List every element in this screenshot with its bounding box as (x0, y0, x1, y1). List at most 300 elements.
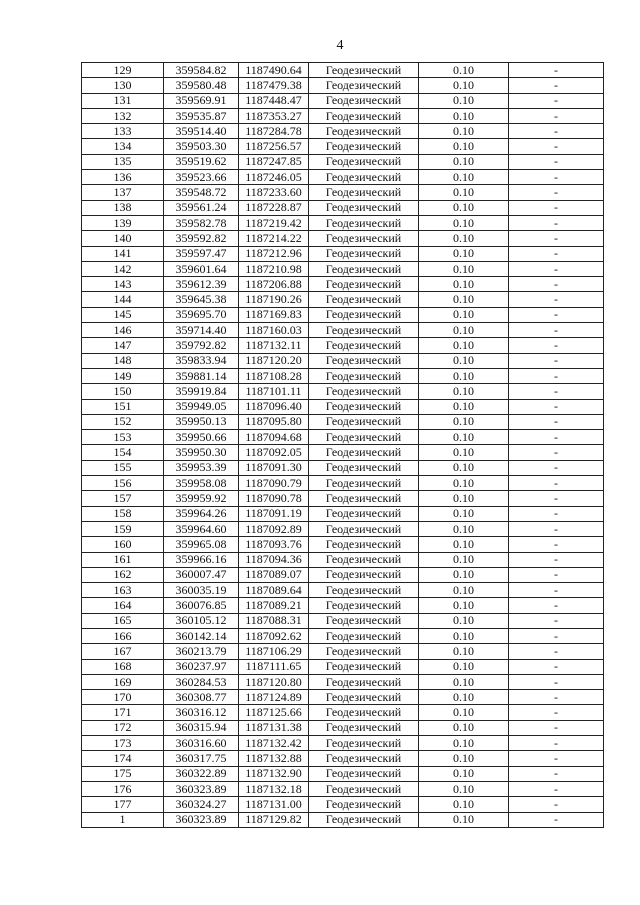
coordinates-table (81, 62, 604, 828)
accuracy-cell: 0.10 (419, 430, 509, 445)
accuracy-cell: 0.10 (419, 445, 509, 460)
y-coordinate-cell: 1187233.60 (239, 185, 309, 200)
x-coordinate-cell: 359881.14 (164, 368, 239, 383)
table-row (82, 690, 604, 705)
description-cell: - (509, 720, 604, 735)
accuracy-cell: 0.10 (419, 690, 509, 705)
x-coordinate-cell: 360007.47 (164, 567, 239, 582)
method-cell: Геодезический (309, 246, 419, 261)
accuracy-cell: 0.10 (419, 277, 509, 292)
table-row (82, 108, 604, 123)
method-cell: Геодезический (309, 598, 419, 613)
x-coordinate-cell: 359953.39 (164, 460, 239, 475)
y-coordinate-cell: 1187092.62 (239, 628, 309, 643)
x-coordinate-cell: 360316.12 (164, 705, 239, 720)
accuracy-cell: 0.10 (419, 307, 509, 322)
accuracy-cell: 0.10 (419, 154, 509, 169)
table-row (82, 460, 604, 475)
method-cell: Геодезический (309, 476, 419, 491)
point-number-cell: 163 (82, 583, 164, 598)
y-coordinate-cell: 1187108.28 (239, 368, 309, 383)
table-row (82, 736, 604, 751)
point-number-cell: 1 (82, 812, 164, 827)
method-cell: Геодезический (309, 63, 419, 78)
x-coordinate-cell: 359535.87 (164, 108, 239, 123)
accuracy-cell: 0.10 (419, 414, 509, 429)
method-cell: Геодезический (309, 261, 419, 276)
description-cell: - (509, 185, 604, 200)
point-number-cell: 151 (82, 399, 164, 414)
y-coordinate-cell: 1187190.26 (239, 292, 309, 307)
accuracy-cell: 0.10 (419, 720, 509, 735)
point-number-cell: 147 (82, 338, 164, 353)
accuracy-cell: 0.10 (419, 613, 509, 628)
description-cell: - (509, 170, 604, 185)
x-coordinate-cell: 360035.19 (164, 583, 239, 598)
y-coordinate-cell: 1187284.78 (239, 124, 309, 139)
point-number-cell: 154 (82, 445, 164, 460)
accuracy-cell: 0.10 (419, 751, 509, 766)
y-coordinate-cell: 1187490.64 (239, 63, 309, 78)
description-cell: - (509, 292, 604, 307)
point-number-cell: 146 (82, 323, 164, 338)
table-row (82, 567, 604, 582)
description-cell: - (509, 139, 604, 154)
point-number-cell: 144 (82, 292, 164, 307)
y-coordinate-cell: 1187160.03 (239, 323, 309, 338)
page-number: 4 (336, 38, 344, 53)
x-coordinate-cell: 360316.60 (164, 736, 239, 751)
x-coordinate-cell: 359584.82 (164, 63, 239, 78)
accuracy-cell: 0.10 (419, 139, 509, 154)
description-cell: - (509, 323, 604, 338)
table-row (82, 338, 604, 353)
table-row (82, 598, 604, 613)
method-cell: Геодезический (309, 797, 419, 812)
point-number-cell: 165 (82, 613, 164, 628)
table-row (82, 644, 604, 659)
description-cell: - (509, 231, 604, 246)
method-cell: Геодезический (309, 430, 419, 445)
accuracy-cell: 0.10 (419, 476, 509, 491)
x-coordinate-cell: 359503.30 (164, 139, 239, 154)
y-coordinate-cell: 1187124.89 (239, 690, 309, 705)
accuracy-cell: 0.10 (419, 506, 509, 521)
description-cell: - (509, 736, 604, 751)
table-row (82, 476, 604, 491)
description-cell: - (509, 766, 604, 781)
method-cell: Геодезический (309, 766, 419, 781)
x-coordinate-cell: 359523.66 (164, 170, 239, 185)
x-coordinate-cell: 359519.62 (164, 154, 239, 169)
x-coordinate-cell: 359959.92 (164, 491, 239, 506)
method-cell: Геодезический (309, 307, 419, 322)
table-row (82, 124, 604, 139)
description-cell: - (509, 445, 604, 460)
description-cell: - (509, 797, 604, 812)
method-cell: Геодезический (309, 751, 419, 766)
accuracy-cell: 0.10 (419, 78, 509, 93)
table-row (82, 766, 604, 781)
y-coordinate-cell: 1187120.80 (239, 674, 309, 689)
accuracy-cell: 0.10 (419, 644, 509, 659)
method-cell: Геодезический (309, 139, 419, 154)
accuracy-cell: 0.10 (419, 598, 509, 613)
point-number-cell: 173 (82, 736, 164, 751)
point-number-cell: 145 (82, 307, 164, 322)
y-coordinate-cell: 1187212.96 (239, 246, 309, 261)
y-coordinate-cell: 1187120.20 (239, 353, 309, 368)
table-row (82, 368, 604, 383)
x-coordinate-cell: 359919.84 (164, 384, 239, 399)
y-coordinate-cell: 1187089.07 (239, 567, 309, 582)
method-cell: Геодезический (309, 644, 419, 659)
point-number-cell: 140 (82, 231, 164, 246)
accuracy-cell: 0.10 (419, 215, 509, 230)
method-cell: Геодезический (309, 583, 419, 598)
method-cell: Геодезический (309, 781, 419, 796)
table-row (82, 414, 604, 429)
description-cell: - (509, 644, 604, 659)
x-coordinate-cell: 360324.27 (164, 797, 239, 812)
x-coordinate-cell: 359949.05 (164, 399, 239, 414)
x-coordinate-cell: 360308.77 (164, 690, 239, 705)
point-number-cell: 132 (82, 108, 164, 123)
x-coordinate-cell: 360105.12 (164, 613, 239, 628)
point-number-cell: 166 (82, 628, 164, 643)
description-cell: - (509, 506, 604, 521)
point-number-cell: 159 (82, 521, 164, 536)
accuracy-cell: 0.10 (419, 384, 509, 399)
accuracy-cell: 0.10 (419, 185, 509, 200)
point-number-cell: 142 (82, 261, 164, 276)
description-cell: - (509, 338, 604, 353)
method-cell: Геодезический (309, 338, 419, 353)
coordinates-table-body (82, 63, 604, 828)
method-cell: Геодезический (309, 215, 419, 230)
point-number-cell: 149 (82, 368, 164, 383)
point-number-cell: 157 (82, 491, 164, 506)
point-number-cell: 171 (82, 705, 164, 720)
x-coordinate-cell: 359950.13 (164, 414, 239, 429)
y-coordinate-cell: 1187132.18 (239, 781, 309, 796)
table-row (82, 292, 604, 307)
accuracy-cell: 0.10 (419, 124, 509, 139)
y-coordinate-cell: 1187132.88 (239, 751, 309, 766)
accuracy-cell: 0.10 (419, 736, 509, 751)
y-coordinate-cell: 1187125.66 (239, 705, 309, 720)
method-cell: Геодезический (309, 491, 419, 506)
point-number-cell: 138 (82, 200, 164, 215)
table-row (82, 628, 604, 643)
table-row (82, 200, 604, 215)
table-row (82, 154, 604, 169)
table-row (82, 674, 604, 689)
table-row (82, 445, 604, 460)
accuracy-cell: 0.10 (419, 353, 509, 368)
table-row (82, 705, 604, 720)
method-cell: Геодезический (309, 521, 419, 536)
accuracy-cell: 0.10 (419, 170, 509, 185)
y-coordinate-cell: 1187132.42 (239, 736, 309, 751)
table-row (82, 139, 604, 154)
point-number-cell: 162 (82, 567, 164, 582)
method-cell: Геодезический (309, 353, 419, 368)
x-coordinate-cell: 359833.94 (164, 353, 239, 368)
accuracy-cell: 0.10 (419, 63, 509, 78)
y-coordinate-cell: 1187091.30 (239, 460, 309, 475)
accuracy-cell: 0.10 (419, 246, 509, 261)
y-coordinate-cell: 1187246.05 (239, 170, 309, 185)
y-coordinate-cell: 1187106.29 (239, 644, 309, 659)
description-cell: - (509, 537, 604, 552)
point-number-cell: 129 (82, 63, 164, 78)
x-coordinate-cell: 359561.24 (164, 200, 239, 215)
description-cell: - (509, 751, 604, 766)
method-cell: Геодезический (309, 613, 419, 628)
accuracy-cell: 0.10 (419, 567, 509, 582)
table-row (82, 613, 604, 628)
description-cell: - (509, 674, 604, 689)
y-coordinate-cell: 1187131.00 (239, 797, 309, 812)
description-cell: - (509, 63, 604, 78)
method-cell: Геодезический (309, 736, 419, 751)
description-cell: - (509, 476, 604, 491)
method-cell: Геодезический (309, 506, 419, 521)
point-number-cell: 134 (82, 139, 164, 154)
point-number-cell: 141 (82, 246, 164, 261)
x-coordinate-cell: 359964.26 (164, 506, 239, 521)
description-cell: - (509, 552, 604, 567)
point-number-cell: 164 (82, 598, 164, 613)
x-coordinate-cell: 360284.53 (164, 674, 239, 689)
point-number-cell: 161 (82, 552, 164, 567)
method-cell: Геодезический (309, 537, 419, 552)
y-coordinate-cell: 1187092.05 (239, 445, 309, 460)
y-coordinate-cell: 1187111.65 (239, 659, 309, 674)
y-coordinate-cell: 1187448.47 (239, 93, 309, 108)
table-row (82, 63, 604, 78)
method-cell: Геодезический (309, 170, 419, 185)
y-coordinate-cell: 1187129.82 (239, 812, 309, 827)
y-coordinate-cell: 1187101.11 (239, 384, 309, 399)
x-coordinate-cell: 359580.48 (164, 78, 239, 93)
y-coordinate-cell: 1187094.36 (239, 552, 309, 567)
x-coordinate-cell: 359695.70 (164, 307, 239, 322)
description-cell: - (509, 567, 604, 582)
y-coordinate-cell: 1187090.79 (239, 476, 309, 491)
x-coordinate-cell: 360213.79 (164, 644, 239, 659)
method-cell: Геодезический (309, 690, 419, 705)
point-number-cell: 152 (82, 414, 164, 429)
x-coordinate-cell: 359645.38 (164, 292, 239, 307)
x-coordinate-cell: 360317.75 (164, 751, 239, 766)
method-cell: Геодезический (309, 231, 419, 246)
table-row (82, 215, 604, 230)
table-row (82, 185, 604, 200)
x-coordinate-cell: 360323.89 (164, 812, 239, 827)
x-coordinate-cell: 359964.60 (164, 521, 239, 536)
point-number-cell: 133 (82, 124, 164, 139)
description-cell: - (509, 613, 604, 628)
x-coordinate-cell: 359950.66 (164, 430, 239, 445)
accuracy-cell: 0.10 (419, 674, 509, 689)
point-number-cell: 177 (82, 797, 164, 812)
y-coordinate-cell: 1187091.19 (239, 506, 309, 521)
y-coordinate-cell: 1187206.88 (239, 277, 309, 292)
description-cell: - (509, 460, 604, 475)
accuracy-cell: 0.10 (419, 292, 509, 307)
accuracy-cell: 0.10 (419, 583, 509, 598)
point-number-cell: 155 (82, 460, 164, 475)
y-coordinate-cell: 1187089.64 (239, 583, 309, 598)
table-row (82, 246, 604, 261)
y-coordinate-cell: 1187214.22 (239, 231, 309, 246)
point-number-cell: 143 (82, 277, 164, 292)
description-cell: - (509, 659, 604, 674)
point-number-cell: 172 (82, 720, 164, 735)
description-cell: - (509, 277, 604, 292)
y-coordinate-cell: 1187353.27 (239, 108, 309, 123)
table-row (82, 659, 604, 674)
description-cell: - (509, 368, 604, 383)
table-row (82, 797, 604, 812)
accuracy-cell: 0.10 (419, 323, 509, 338)
y-coordinate-cell: 1187094.68 (239, 430, 309, 445)
description-cell: - (509, 812, 604, 827)
x-coordinate-cell: 360076.85 (164, 598, 239, 613)
description-cell: - (509, 781, 604, 796)
accuracy-cell: 0.10 (419, 261, 509, 276)
y-coordinate-cell: 1187247.85 (239, 154, 309, 169)
table-row (82, 384, 604, 399)
description-cell: - (509, 384, 604, 399)
method-cell: Геодезический (309, 674, 419, 689)
point-number-cell: 170 (82, 690, 164, 705)
description-cell: - (509, 430, 604, 445)
x-coordinate-cell: 359601.64 (164, 261, 239, 276)
x-coordinate-cell: 359548.72 (164, 185, 239, 200)
point-number-cell: 175 (82, 766, 164, 781)
method-cell: Геодезический (309, 108, 419, 123)
table-row (82, 323, 604, 338)
description-cell: - (509, 414, 604, 429)
point-number-cell: 158 (82, 506, 164, 521)
method-cell: Геодезический (309, 78, 419, 93)
point-number-cell: 148 (82, 353, 164, 368)
table-row (82, 521, 604, 536)
y-coordinate-cell: 1187132.11 (239, 338, 309, 353)
accuracy-cell: 0.10 (419, 781, 509, 796)
point-number-cell: 139 (82, 215, 164, 230)
method-cell: Геодезический (309, 567, 419, 582)
y-coordinate-cell: 1187092.89 (239, 521, 309, 536)
table-row (82, 78, 604, 93)
method-cell: Геодезический (309, 323, 419, 338)
y-coordinate-cell: 1187256.57 (239, 139, 309, 154)
y-coordinate-cell: 1187088.31 (239, 613, 309, 628)
accuracy-cell: 0.10 (419, 797, 509, 812)
method-cell: Геодезический (309, 399, 419, 414)
x-coordinate-cell: 359612.39 (164, 277, 239, 292)
table-row (82, 261, 604, 276)
x-coordinate-cell: 359714.40 (164, 323, 239, 338)
description-cell: - (509, 93, 604, 108)
accuracy-cell: 0.10 (419, 659, 509, 674)
y-coordinate-cell: 1187095.80 (239, 414, 309, 429)
description-cell: - (509, 491, 604, 506)
accuracy-cell: 0.10 (419, 705, 509, 720)
description-cell: - (509, 246, 604, 261)
y-coordinate-cell: 1187096.40 (239, 399, 309, 414)
table-row (82, 231, 604, 246)
description-cell: - (509, 353, 604, 368)
x-coordinate-cell: 360315.94 (164, 720, 239, 735)
point-number-cell: 168 (82, 659, 164, 674)
method-cell: Геодезический (309, 154, 419, 169)
accuracy-cell: 0.10 (419, 521, 509, 536)
accuracy-cell: 0.10 (419, 766, 509, 781)
table-row (82, 781, 604, 796)
point-number-cell: 174 (82, 751, 164, 766)
x-coordinate-cell: 359958.08 (164, 476, 239, 491)
description-cell: - (509, 108, 604, 123)
table-row (82, 552, 604, 567)
accuracy-cell: 0.10 (419, 200, 509, 215)
description-cell: - (509, 399, 604, 414)
table-row (82, 277, 604, 292)
table-row (82, 720, 604, 735)
accuracy-cell: 0.10 (419, 460, 509, 475)
description-cell: - (509, 154, 604, 169)
y-coordinate-cell: 1187228.87 (239, 200, 309, 215)
y-coordinate-cell: 1187132.90 (239, 766, 309, 781)
description-cell: - (509, 705, 604, 720)
y-coordinate-cell: 1187479.38 (239, 78, 309, 93)
y-coordinate-cell: 1187210.98 (239, 261, 309, 276)
table-row (82, 430, 604, 445)
point-number-cell: 136 (82, 170, 164, 185)
table-row (82, 751, 604, 766)
x-coordinate-cell: 360323.89 (164, 781, 239, 796)
x-coordinate-cell: 359950.30 (164, 445, 239, 460)
y-coordinate-cell: 1187131.38 (239, 720, 309, 735)
x-coordinate-cell: 360322.89 (164, 766, 239, 781)
method-cell: Геодезический (309, 93, 419, 108)
table-row (82, 93, 604, 108)
x-coordinate-cell: 360237.97 (164, 659, 239, 674)
description-cell: - (509, 78, 604, 93)
point-number-cell: 130 (82, 78, 164, 93)
method-cell: Геодезический (309, 705, 419, 720)
description-cell: - (509, 124, 604, 139)
description-cell: - (509, 583, 604, 598)
point-number-cell: 167 (82, 644, 164, 659)
method-cell: Геодезический (309, 659, 419, 674)
x-coordinate-cell: 359597.47 (164, 246, 239, 261)
x-coordinate-cell: 359569.91 (164, 93, 239, 108)
description-cell: - (509, 521, 604, 536)
point-number-cell: 153 (82, 430, 164, 445)
table-row (82, 399, 604, 414)
point-number-cell: 150 (82, 384, 164, 399)
method-cell: Геодезический (309, 628, 419, 643)
method-cell: Геодезический (309, 460, 419, 475)
accuracy-cell: 0.10 (419, 338, 509, 353)
table-row (82, 583, 604, 598)
method-cell: Геодезический (309, 812, 419, 827)
accuracy-cell: 0.10 (419, 231, 509, 246)
